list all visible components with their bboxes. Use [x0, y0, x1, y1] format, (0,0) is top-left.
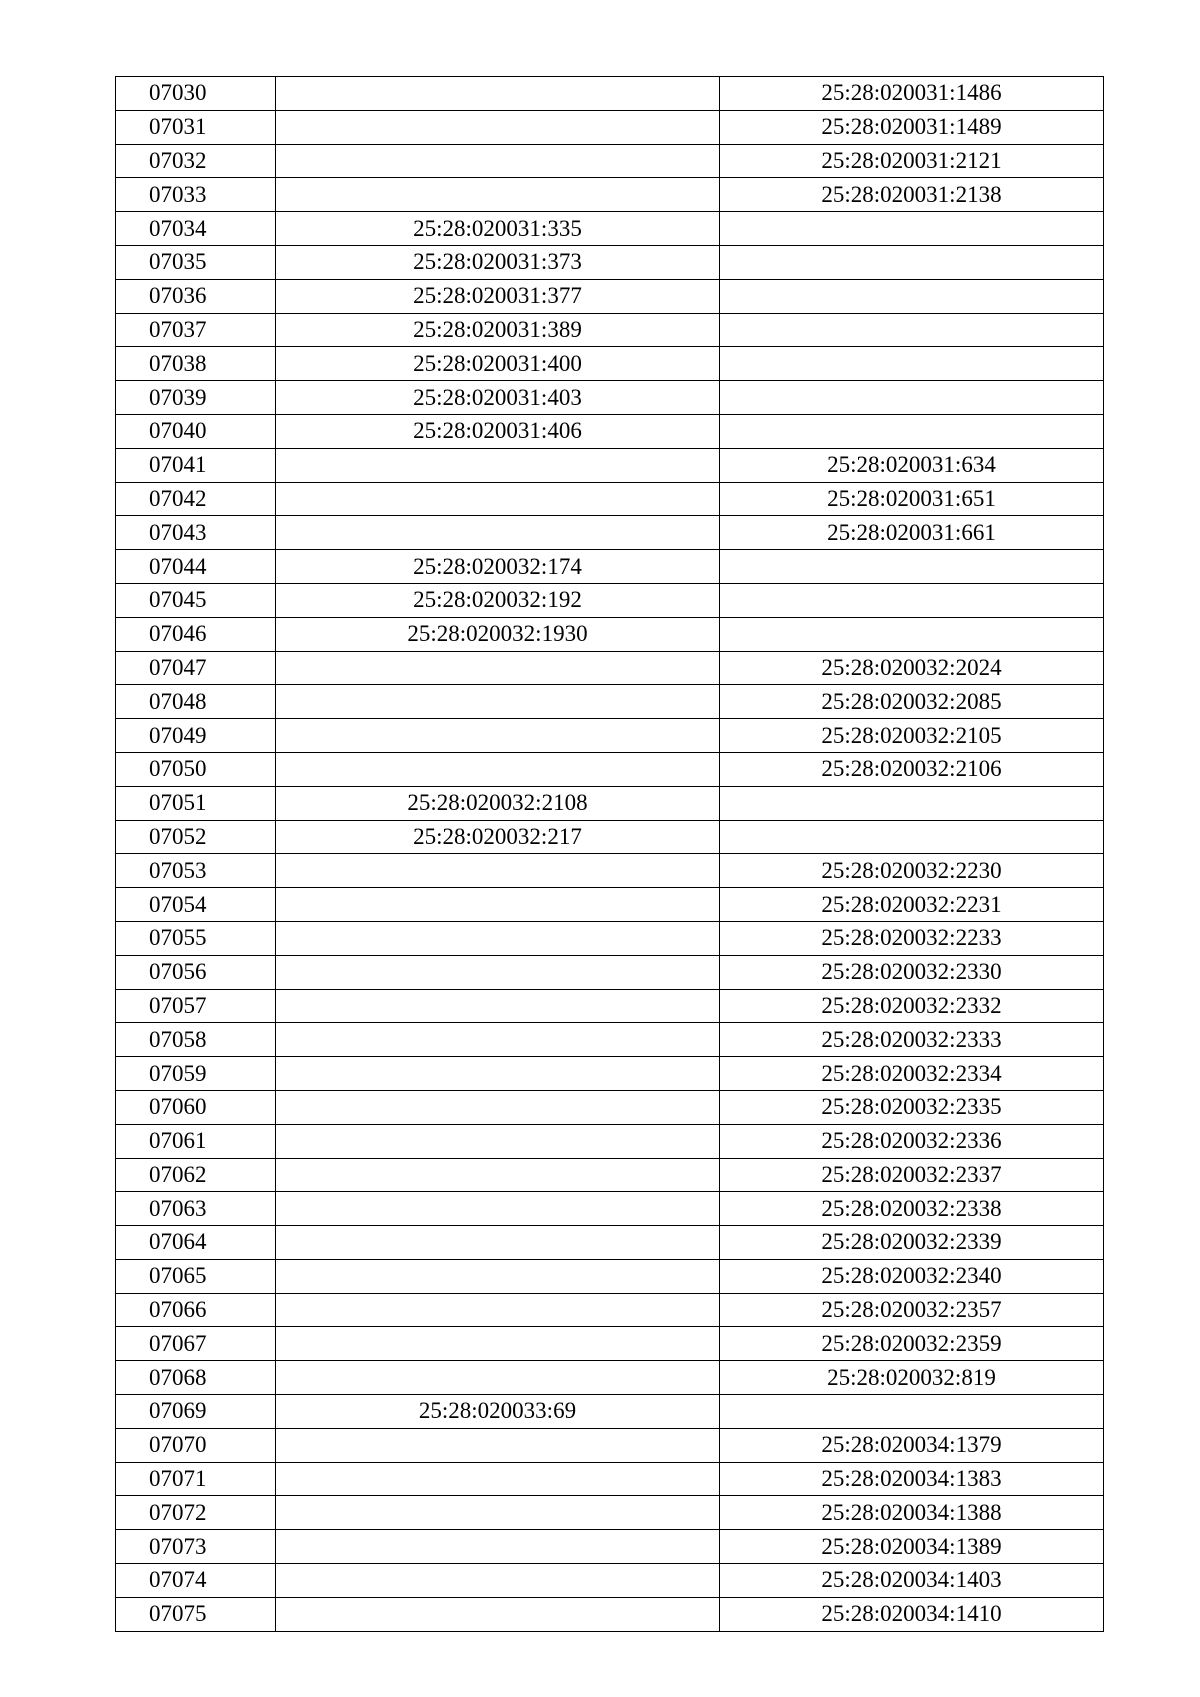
cadastral-number-cell-a	[276, 651, 720, 685]
row-number-cell: 07068	[116, 1361, 276, 1395]
table-row	[116, 381, 1104, 415]
cadastral-number-cell-b: 25:28:020032:2231	[720, 888, 1104, 922]
table-row	[116, 888, 1104, 922]
table-row	[116, 414, 1104, 448]
table-row	[116, 820, 1104, 854]
row-number-cell: 07065	[116, 1259, 276, 1293]
cadastral-number-cell-a	[276, 685, 720, 719]
cadastral-number-cell-a: 25:28:020032:2108	[276, 786, 720, 820]
cadastral-number-cell-a	[276, 110, 720, 144]
row-number-cell: 07059	[116, 1057, 276, 1091]
cadastral-number-cell-b: 25:28:020031:634	[720, 448, 1104, 482]
table-row	[116, 955, 1104, 989]
row-number-cell: 07042	[116, 482, 276, 516]
row-number-cell: 07032	[116, 144, 276, 178]
cadastral-number-cell-a: 25:28:020031:403	[276, 381, 720, 415]
cadastral-number-cell-b	[720, 786, 1104, 820]
cadastral-number-cell-a: 25:28:020032:174	[276, 550, 720, 584]
row-number-cell: 07046	[116, 617, 276, 651]
cadastral-number-cell-b	[720, 313, 1104, 347]
row-number-cell: 07033	[116, 178, 276, 212]
table-row	[116, 989, 1104, 1023]
cadastral-number-cell-a	[276, 1293, 720, 1327]
cadastral-number-cell-b: 25:28:020034:1403	[720, 1564, 1104, 1598]
row-number-cell: 07060	[116, 1090, 276, 1124]
table-row	[116, 1496, 1104, 1530]
row-number-cell: 07043	[116, 516, 276, 550]
cadastral-number-cell-b: 25:28:020034:1389	[720, 1530, 1104, 1564]
table-row	[116, 448, 1104, 482]
cadastral-number-cell-b: 25:28:020032:2085	[720, 685, 1104, 719]
row-number-cell: 07044	[116, 550, 276, 584]
cadastral-number-cell-b: 25:28:020031:1486	[720, 77, 1104, 111]
cadastral-number-cell-a	[276, 1564, 720, 1598]
table-row	[116, 1564, 1104, 1598]
table-row	[116, 1226, 1104, 1260]
cadastral-number-cell-b: 25:28:020032:2333	[720, 1023, 1104, 1057]
cadastral-number-cell-a: 25:28:020031:377	[276, 279, 720, 313]
row-number-cell: 07036	[116, 279, 276, 313]
cadastral-number-cell-a	[276, 1597, 720, 1631]
cadastral-number-cell-a	[276, 516, 720, 550]
row-number-cell: 07031	[116, 110, 276, 144]
cadastral-number-cell-a	[276, 854, 720, 888]
cadastral-number-cell-b: 25:28:020031:2138	[720, 178, 1104, 212]
row-number-cell: 07051	[116, 786, 276, 820]
table-row	[116, 1530, 1104, 1564]
row-number-cell: 07064	[116, 1226, 276, 1260]
table-row	[116, 212, 1104, 246]
cadastral-number-cell-a	[276, 178, 720, 212]
table-row	[116, 482, 1104, 516]
row-number-cell: 07050	[116, 752, 276, 786]
cadastral-number-cell-b: 25:28:020032:2359	[720, 1327, 1104, 1361]
cadastral-number-cell-a: 25:28:020032:192	[276, 583, 720, 617]
cadastral-number-cell-a	[276, 955, 720, 989]
row-number-cell: 07075	[116, 1597, 276, 1631]
cadastral-table-body	[116, 77, 1104, 1632]
table-row	[116, 144, 1104, 178]
row-number-cell: 07055	[116, 921, 276, 955]
cadastral-number-cell-b	[720, 212, 1104, 246]
table-row	[116, 1023, 1104, 1057]
cadastral-number-cell-b: 25:28:020032:2336	[720, 1124, 1104, 1158]
cadastral-number-cell-a	[276, 921, 720, 955]
table-row	[116, 1361, 1104, 1395]
cadastral-number-cell-b	[720, 583, 1104, 617]
cadastral-number-cell-b: 25:28:020032:2340	[720, 1259, 1104, 1293]
row-number-cell: 07069	[116, 1395, 276, 1429]
cadastral-number-cell-b: 25:28:020032:2334	[720, 1057, 1104, 1091]
cadastral-number-cell-b	[720, 414, 1104, 448]
cadastral-number-cell-a	[276, 1090, 720, 1124]
row-number-cell: 07053	[116, 854, 276, 888]
cadastral-number-cell-b: 25:28:020032:2024	[720, 651, 1104, 685]
cadastral-number-cell-a	[276, 1530, 720, 1564]
cadastral-number-cell-b: 25:28:020032:2357	[720, 1293, 1104, 1327]
cadastral-number-cell-b: 25:28:020032:2338	[720, 1192, 1104, 1226]
cadastral-number-cell-b: 25:28:020032:2233	[720, 921, 1104, 955]
table-row	[116, 77, 1104, 111]
cadastral-number-cell-b: 25:28:020032:2105	[720, 719, 1104, 753]
row-number-cell: 07040	[116, 414, 276, 448]
row-number-cell: 07034	[116, 212, 276, 246]
table-row	[116, 110, 1104, 144]
cadastral-number-cell-a	[276, 1124, 720, 1158]
cadastral-number-cell-b: 25:28:020034:1410	[720, 1597, 1104, 1631]
cadastral-number-cell-b: 25:28:020032:2335	[720, 1090, 1104, 1124]
cadastral-number-cell-a	[276, 1361, 720, 1395]
row-number-cell: 07063	[116, 1192, 276, 1226]
row-number-cell: 07035	[116, 245, 276, 279]
cadastral-number-cell-a	[276, 1428, 720, 1462]
table-row	[116, 719, 1104, 753]
cadastral-number-cell-a	[276, 719, 720, 753]
cadastral-number-cell-b: 25:28:020032:2330	[720, 955, 1104, 989]
cadastral-number-cell-a: 25:28:020032:217	[276, 820, 720, 854]
row-number-cell: 07072	[116, 1496, 276, 1530]
cadastral-number-cell-a	[276, 1158, 720, 1192]
cadastral-number-cell-b: 25:28:020034:1379	[720, 1428, 1104, 1462]
cadastral-number-cell-b: 25:28:020031:661	[720, 516, 1104, 550]
row-number-cell: 07048	[116, 685, 276, 719]
row-number-cell: 07073	[116, 1530, 276, 1564]
table-row	[116, 1462, 1104, 1496]
row-number-cell: 07066	[116, 1293, 276, 1327]
row-number-cell: 07047	[116, 651, 276, 685]
cadastral-number-cell-a: 25:28:020031:373	[276, 245, 720, 279]
cadastral-number-cell-b: 25:28:020031:651	[720, 482, 1104, 516]
cadastral-number-cell-a	[276, 482, 720, 516]
table-row	[116, 1428, 1104, 1462]
table-row	[116, 279, 1104, 313]
cadastral-table	[115, 76, 1104, 1632]
table-row	[116, 685, 1104, 719]
cadastral-number-cell-b: 25:28:020034:1388	[720, 1496, 1104, 1530]
cadastral-number-cell-a	[276, 989, 720, 1023]
cadastral-number-cell-a	[276, 1023, 720, 1057]
cadastral-number-cell-b	[720, 1395, 1104, 1429]
table-row	[116, 1057, 1104, 1091]
cadastral-number-cell-b: 25:28:020032:2332	[720, 989, 1104, 1023]
row-number-cell: 07038	[116, 347, 276, 381]
cadastral-number-cell-a: 25:28:020033:69	[276, 1395, 720, 1429]
cadastral-number-cell-a	[276, 144, 720, 178]
table-row	[116, 752, 1104, 786]
row-number-cell: 07061	[116, 1124, 276, 1158]
cadastral-number-cell-b: 25:28:020031:2121	[720, 144, 1104, 178]
cadastral-number-cell-a	[276, 1192, 720, 1226]
row-number-cell: 07058	[116, 1023, 276, 1057]
cadastral-number-cell-b	[720, 381, 1104, 415]
cadastral-number-cell-a	[276, 1226, 720, 1260]
table-row	[116, 1158, 1104, 1192]
row-number-cell: 07057	[116, 989, 276, 1023]
row-number-cell: 07041	[116, 448, 276, 482]
cadastral-number-cell-a	[276, 1057, 720, 1091]
row-number-cell: 07039	[116, 381, 276, 415]
row-number-cell: 07074	[116, 1564, 276, 1598]
cadastral-number-cell-b: 25:28:020032:2230	[720, 854, 1104, 888]
cadastral-number-cell-a	[276, 1259, 720, 1293]
cadastral-number-cell-a	[276, 888, 720, 922]
cadastral-number-cell-b: 25:28:020032:2339	[720, 1226, 1104, 1260]
cadastral-number-cell-a	[276, 1327, 720, 1361]
cadastral-number-cell-a: 25:28:020031:406	[276, 414, 720, 448]
table-row	[116, 1597, 1104, 1631]
row-number-cell: 07045	[116, 583, 276, 617]
cadastral-number-cell-a: 25:28:020031:400	[276, 347, 720, 381]
row-number-cell: 07062	[116, 1158, 276, 1192]
table-row	[116, 550, 1104, 584]
cadastral-number-cell-a: 25:28:020032:1930	[276, 617, 720, 651]
cadastral-number-cell-b: 25:28:020032:2106	[720, 752, 1104, 786]
table-row	[116, 1395, 1104, 1429]
cadastral-number-cell-a	[276, 448, 720, 482]
cadastral-number-cell-a: 25:28:020031:335	[276, 212, 720, 246]
row-number-cell: 07052	[116, 820, 276, 854]
table-row	[116, 1327, 1104, 1361]
cadastral-number-cell-b	[720, 617, 1104, 651]
table-row	[116, 1124, 1104, 1158]
row-number-cell: 07056	[116, 955, 276, 989]
row-number-cell: 07030	[116, 77, 276, 111]
row-number-cell: 07070	[116, 1428, 276, 1462]
table-row	[116, 245, 1104, 279]
cadastral-number-cell-b	[720, 347, 1104, 381]
table-row	[116, 583, 1104, 617]
table-row	[116, 1192, 1104, 1226]
cadastral-number-cell-b	[720, 550, 1104, 584]
cadastral-number-cell-a	[276, 77, 720, 111]
table-row	[116, 1259, 1104, 1293]
table-row	[116, 854, 1104, 888]
table-row	[116, 1090, 1104, 1124]
cadastral-number-cell-b: 25:28:020032:2337	[720, 1158, 1104, 1192]
table-row	[116, 786, 1104, 820]
cadastral-number-cell-b: 25:28:020031:1489	[720, 110, 1104, 144]
table-row	[116, 516, 1104, 550]
table-row	[116, 651, 1104, 685]
cadastral-number-cell-b: 25:28:020032:819	[720, 1361, 1104, 1395]
row-number-cell: 07067	[116, 1327, 276, 1361]
table-row	[116, 313, 1104, 347]
cadastral-number-cell-a	[276, 1496, 720, 1530]
row-number-cell: 07054	[116, 888, 276, 922]
table-row	[116, 617, 1104, 651]
cadastral-number-cell-a	[276, 1462, 720, 1496]
table-row	[116, 178, 1104, 212]
row-number-cell: 07049	[116, 719, 276, 753]
cadastral-number-cell-b	[720, 245, 1104, 279]
table-row	[116, 1293, 1104, 1327]
cadastral-number-cell-b: 25:28:020034:1383	[720, 1462, 1104, 1496]
cadastral-number-cell-a: 25:28:020031:389	[276, 313, 720, 347]
cadastral-number-cell-a	[276, 752, 720, 786]
row-number-cell: 07071	[116, 1462, 276, 1496]
table-row	[116, 347, 1104, 381]
cadastral-number-cell-b	[720, 279, 1104, 313]
row-number-cell: 07037	[116, 313, 276, 347]
table-row	[116, 921, 1104, 955]
cadastral-number-cell-b	[720, 820, 1104, 854]
